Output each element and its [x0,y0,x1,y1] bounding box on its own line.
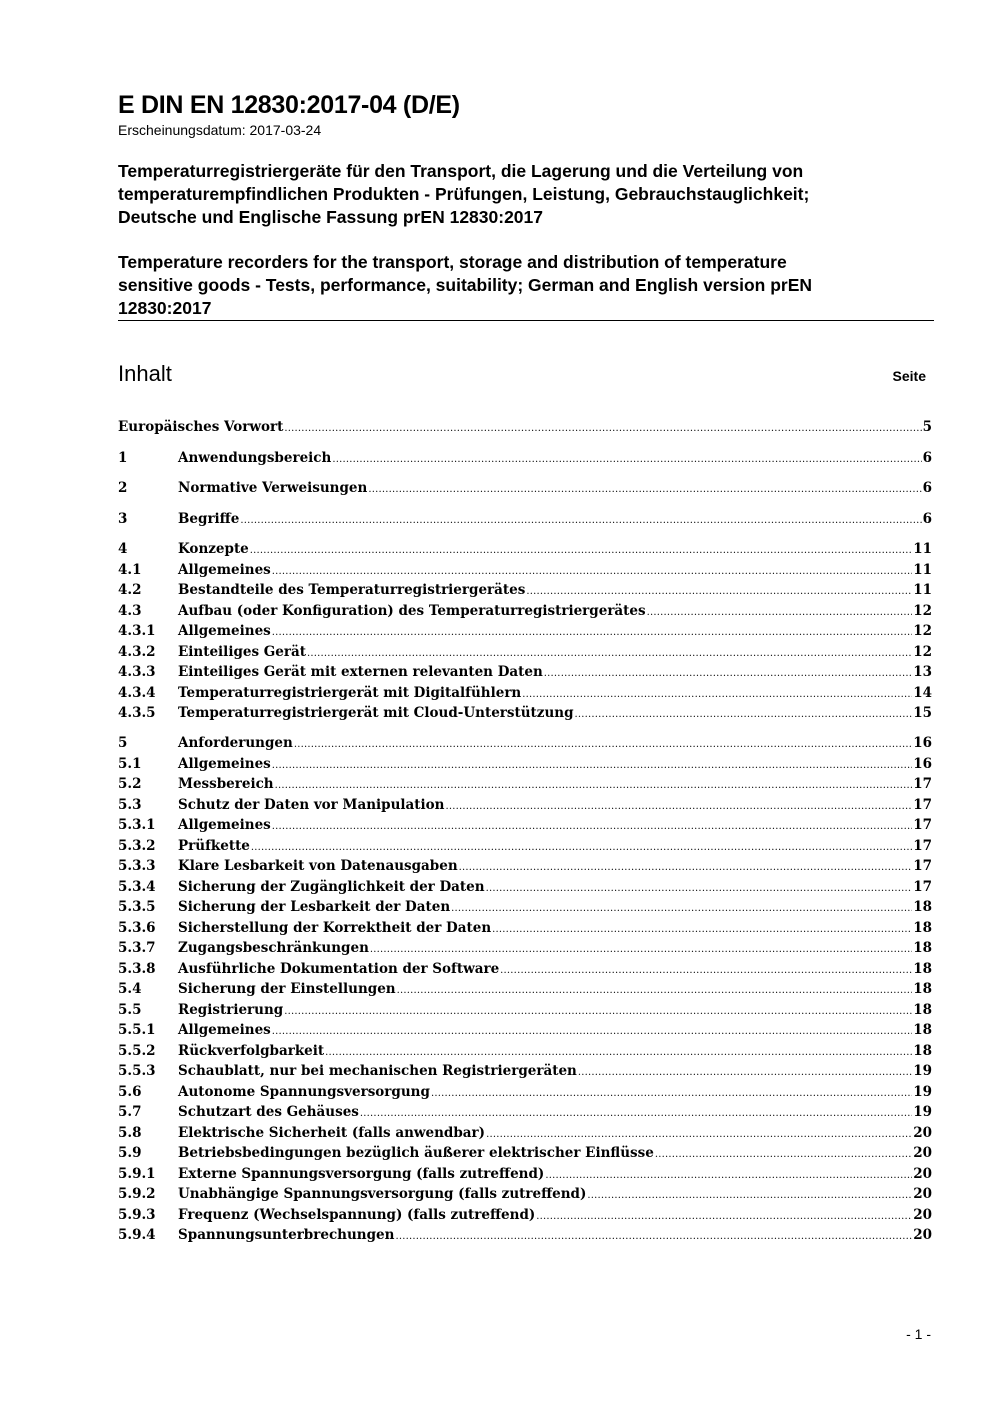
toc-entry-title: Allgemeines [178,1022,271,1038]
toc-dot-leader [544,662,912,685]
toc-entry-title: Klare Lesbarkeit von Datenausgaben [178,858,458,874]
toc-entry-number: 4.3.4 [118,684,156,701]
toc-entry-page: 6 [922,480,932,496]
toc-entry[interactable] [118,1000,932,1021]
toc-entry-number: 4.3.1 [118,623,156,639]
german-title-line: Temperaturregistriergeräte für den Transport, die Lagerung und die Verteilung von [118,161,804,181]
toc-entry-number: 5.9.4 [118,1227,156,1243]
toc-entry-title: Sicherung der Einstellungen [178,981,396,997]
toc-entry[interactable] [118,601,932,622]
toc-entry-title: Schutz der Daten vor Manipulation [178,796,445,813]
toc-entry[interactable] [118,448,932,469]
toc-dot-leader [486,1123,912,1146]
toc-entry[interactable] [118,683,932,704]
toc-entry-page: 12 [913,602,932,619]
toc-entry[interactable] [118,642,932,663]
toc-entry-number: 5.1 [118,755,142,772]
toc-entry-number: 5.9.3 [118,1206,156,1223]
toc-entry[interactable] [118,478,932,499]
toc-entry-number: 5.5.1 [118,1022,156,1038]
toc-entry[interactable] [118,774,932,795]
toc-dot-leader [431,1082,912,1105]
toc-dot-leader [251,836,912,859]
toc-entry-page: 15 [913,705,932,721]
toc-entry-number: 5.3.8 [118,960,156,977]
toc-entry[interactable] [118,856,932,877]
toc-entry[interactable] [118,979,932,1000]
toc-dot-leader [500,959,912,982]
toc-entry-page: 17 [913,776,932,792]
toc-entry-page: 18 [913,1001,932,1018]
toc-dot-leader [332,448,921,471]
toc-entry-number: 4.2 [118,582,142,598]
toc-dot-leader [294,733,912,756]
toc-entry-title: Europäisches Vorwort [118,419,284,435]
toc-entry[interactable] [118,877,932,898]
toc-entry-number: 5.9.2 [118,1186,156,1202]
toc-entry-page: 5 [922,419,932,435]
toc-entry-page: 20 [913,1145,932,1161]
toc-entry-title: Anforderungen [178,735,293,751]
toc-entry-title: Schaublatt, nur bei mechanischen Registriergeräten [178,1063,577,1079]
toc-dot-leader [575,703,913,726]
toc-entry[interactable] [118,580,932,601]
toc-entry-page: 11 [913,582,932,598]
toc-entry-title: Ausführliche Dokumentation der Software [178,960,500,977]
toc-entry-page: 20 [913,1227,932,1243]
toc-entry-page: 18 [913,940,932,956]
toc-entry-page: 6 [922,510,932,527]
toc-entry[interactable] [118,754,932,775]
toc-dot-leader [284,1000,912,1023]
toc-entry-page: 17 [913,817,932,833]
toc-entry-number: 5.8 [118,1124,142,1141]
toc-entry-page: 20 [913,1165,932,1182]
toc-entry-number: 5.3.3 [118,858,156,874]
toc-entry-number: 5.2 [118,776,142,792]
toc-entry[interactable] [118,1061,932,1082]
toc-entry-number: 5.3.7 [118,940,156,956]
toc-entry-page: 17 [913,858,932,874]
toc-entry-title: Messbereich [178,776,274,792]
toc-entry[interactable] [118,1225,932,1246]
toc-entry-title: Temperaturregistriergerät mit Cloud-Unterstützung [178,705,574,721]
toc-dot-leader [397,979,913,1002]
toc-entry-number: 5.3.2 [118,837,156,854]
toc-dot-leader [655,1143,912,1166]
toc-entry-number: 5.5.2 [118,1042,156,1059]
toc-entry[interactable] [118,1041,932,1062]
toc-dot-leader [275,774,913,797]
toc-dot-leader [272,754,912,777]
toc-entry-page: 19 [913,1083,932,1100]
toc-entry-title: Allgemeines [178,561,271,578]
toc-entry[interactable] [118,1082,932,1103]
toc-entry-title: Registrierung [178,1001,284,1018]
german-title-line: temperaturempfindlichen Produkten - Prüfungen, Leistung, Gebrauchstauglichkeit; [118,184,810,204]
toc-entry-number: 5.6 [118,1083,142,1100]
toc-entry-page: 11 [913,561,932,578]
toc-entry-title: Temperaturregistriergerät mit Digitalfühlern [178,684,522,701]
toc-entry-number: 4.3 [118,602,142,619]
german-title [118,160,938,229]
toc-entry-number: 4 [118,541,128,557]
toc-entry[interactable] [118,938,932,959]
toc-heading: Inhalt [118,361,172,386]
toc-entry-title: Einteiliges Gerät mit externen relevanten Daten [178,664,543,680]
toc-entry-page: 17 [913,878,932,895]
toc-dot-leader [578,1061,912,1084]
toc-entry-page: 12 [913,623,932,639]
toc-entry-title: Spannungsunterbrechungen [178,1227,395,1243]
toc-entry-page: 18 [913,1022,932,1038]
toc-entry[interactable] [118,733,932,754]
toc-entry-page: 12 [913,643,932,660]
toc-entry-title: Anwendungsbereich [178,449,332,466]
toc-entry[interactable] [118,1164,932,1185]
toc-entry-title: Begriffe [178,510,240,527]
german-title-line: Deutsche und Englische Fassung prEN 12830:2017 [118,207,544,227]
toc-dot-leader [647,601,913,624]
toc-entry[interactable] [118,509,932,530]
toc-entry[interactable] [118,1143,932,1164]
toc-entry-page: 11 [913,541,932,557]
toc-dot-leader [536,1205,912,1228]
toc-entry-title: Elektrische Sicherheit (falls anwendbar) [178,1124,486,1141]
english-title-line: 12830:2017 [118,298,212,318]
toc-dot-leader [522,683,912,706]
toc-entry[interactable] [118,560,932,581]
toc-entry-number: 5.3.4 [118,878,156,895]
english-title-line: sensitive goods - Tests, performance, suitability; German and English version prEN [118,275,813,295]
toc-entry-page: 18 [913,981,932,997]
toc-entry-number: 4.1 [118,561,142,578]
toc-entry-page: 19 [913,1063,932,1079]
toc-entry[interactable] [118,621,932,642]
document-id: E DIN EN 12830:2017-04 (D/E) [118,91,460,119]
toc-entry-page: 20 [913,1206,932,1223]
toc-entry[interactable] [118,897,932,918]
toc-dot-leader [284,417,921,440]
toc-dot-leader [370,938,912,961]
toc-entry-page: 14 [913,684,932,701]
page-number: - 1 - [906,1326,931,1342]
toc-entry-title: Autonome Spannungsversorgung [178,1083,430,1100]
toc-entry-title: Prüfkette [178,837,250,854]
toc-dot-leader [526,580,912,603]
toc-dot-leader [272,815,912,838]
toc-entry-number: 5.4 [118,981,142,997]
toc-dot-leader [325,1041,912,1064]
toc-entry-page: 20 [913,1124,932,1141]
toc-entry-title: Bestandteile des Temperaturregistriergerätes [178,582,526,598]
toc-entry-page: 16 [913,755,932,772]
toc-dot-leader [307,642,912,665]
toc-entry-number: 5.3.6 [118,919,156,936]
toc-entry-page: 18 [913,899,932,915]
toc-entry-title: Einteiliges Gerät [178,643,306,660]
toc-entry[interactable] [118,539,932,560]
toc-entry[interactable] [118,959,932,980]
publication-date: Erscheinungsdatum: 2017-03-24 [118,122,322,138]
toc-entry-title: Schutzart des Gehäuses [178,1104,359,1120]
toc-entry-title: Aufbau (oder Konfiguration) des Temperaturregistriergerätes [178,602,646,619]
toc-dot-leader [250,539,912,562]
toc-entry-title: Allgemeines [178,817,271,833]
toc-entry-number: 5.3 [118,796,142,813]
toc-entry-title: Rückverfolgbarkeit [178,1042,325,1059]
toc-entry-number: 5.5.3 [118,1063,156,1079]
title-divider [118,320,934,321]
toc-entry[interactable] [118,795,932,816]
toc-entry-title: Unabhängige Spannungsversorgung (falls zutreffend) [178,1186,587,1202]
toc-entry-number: 5 [118,735,128,751]
toc-entry-page: 20 [913,1186,932,1202]
toc-dot-leader [445,795,912,818]
toc-entry-page: 16 [913,735,932,751]
toc-entry-number: 4.3.2 [118,643,156,660]
toc-entry-page: 18 [913,919,932,936]
toc-dot-leader [459,856,913,879]
toc-entry-number: 5.7 [118,1104,142,1120]
toc-entry-title: Sicherung der Lesbarkeit der Daten [178,899,451,915]
toc-entry-title: Allgemeines [178,755,271,772]
toc-entry-page: 19 [913,1104,932,1120]
toc-entry-number: 4.3.5 [118,705,156,721]
toc-entry-page: 17 [913,796,932,813]
toc-dot-leader [451,897,912,920]
toc-dot-leader [240,509,921,532]
toc-entry[interactable] [118,1184,932,1205]
toc-entry-number: 4.3.3 [118,664,156,680]
toc-dot-leader [272,560,912,583]
toc-dot-leader [360,1102,912,1125]
toc-entry-title: Zugangsbeschränkungen [178,940,369,956]
toc-entry-number: 5.9 [118,1145,142,1161]
toc-entry-title: Externe Spannungsversorgung (falls zutreffend) [178,1165,545,1182]
toc-entry-title: Betriebsbedingungen bezüglich äußerer elektrischer Einflüsse [178,1145,654,1161]
toc-dot-leader [587,1184,912,1207]
toc-entry-number: 3 [118,510,128,527]
toc-entry-number: 5.9.1 [118,1165,156,1182]
toc-entry[interactable] [118,1205,932,1226]
toc-dot-leader [486,877,913,900]
english-title [118,251,938,320]
toc-dot-leader [272,1020,912,1043]
toc-entry-page: 13 [913,664,932,680]
toc-entry-title: Frequenz (Wechselspannung) (falls zutreffend) [178,1206,536,1223]
toc-entry[interactable] [118,662,932,683]
toc-entry[interactable] [118,1123,932,1144]
toc-dot-leader [395,1225,912,1248]
toc-entry-number: 5.5 [118,1001,142,1018]
toc-entry[interactable] [118,1102,932,1123]
toc-dot-leader [545,1164,912,1187]
toc-entry-page: 18 [913,960,932,977]
toc-entry[interactable] [118,1020,932,1041]
toc-entry-number: 2 [118,480,128,496]
toc-entry-number: 5.3.5 [118,899,156,915]
toc-entry-title: Allgemeines [178,623,271,639]
english-title-line: Temperature recorders for the transport, storage and distribution of temperature [118,252,787,272]
toc-dot-leader [272,621,912,644]
toc-dot-leader [368,478,921,501]
toc-entry[interactable] [118,836,932,857]
toc-entry-number: 5.3.1 [118,817,156,833]
toc-entry-title: Normative Verweisungen [178,480,368,496]
toc-entry-title: Sicherung der Zugänglichkeit der Daten [178,878,485,895]
toc-dot-leader [492,918,912,941]
toc-entry[interactable] [118,918,932,939]
toc-page-column-heading: Seite [892,368,926,384]
toc-entry-title: Sicherstellung der Korrektheit der Daten [178,919,492,936]
toc-entry-number: 1 [118,449,128,466]
table-of-contents [118,417,932,1246]
toc-entry[interactable] [118,815,932,836]
toc-entry[interactable] [118,703,932,724]
toc-entry-page: 6 [922,449,932,466]
toc-entry-page: 17 [913,837,932,854]
toc-entry-page: 18 [913,1042,932,1059]
toc-entry-title: Konzepte [178,541,249,557]
toc-entry[interactable] [118,417,932,438]
